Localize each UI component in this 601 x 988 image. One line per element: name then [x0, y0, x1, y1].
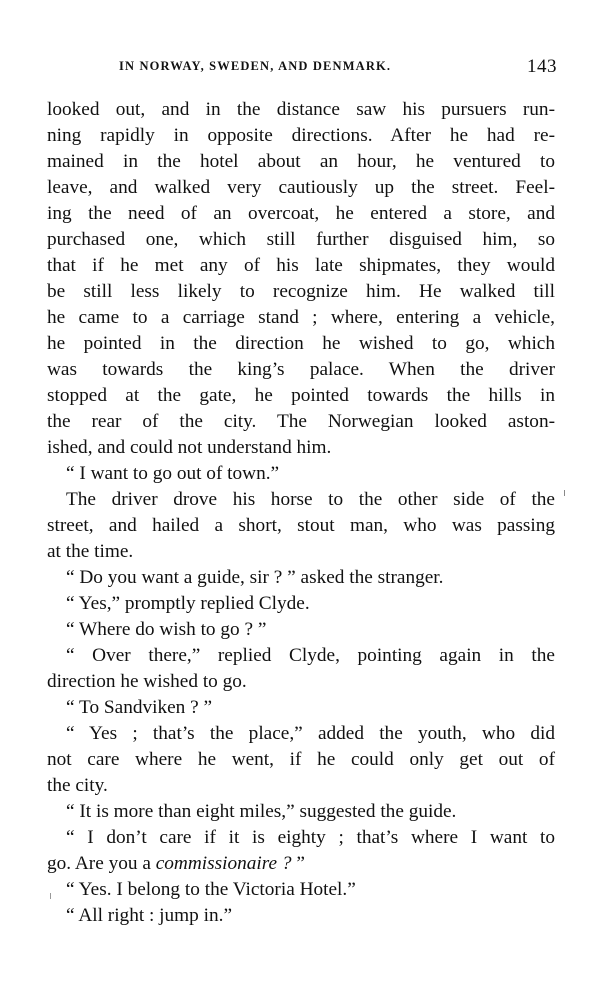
- paragraph: [47, 903, 555, 929]
- running-title: IN NORWAY, SWEDEN, AND DENMARK.: [119, 59, 392, 73]
- italic-word: commissionaire ?: [155, 853, 292, 874]
- text-line: stopped at the gate, he pointed towards the hills in: [47, 385, 555, 406]
- paragraph: [47, 461, 555, 487]
- scan-speck: [50, 893, 51, 899]
- text-segment: go. Are you a: [47, 853, 156, 874]
- text-line: ning rapidly in opposite directions. After he had re-: [47, 125, 555, 146]
- text-line: looked out, and in the distance saw his pursuers run-: [47, 99, 555, 120]
- text-line: purchased one, which still further disguised him, so: [47, 229, 555, 250]
- text-line: “ I want to go out of town.”: [66, 463, 280, 484]
- text-line: direction he wished to go.: [47, 671, 247, 692]
- text-line: mained in the hotel about an hour, he ventured to: [47, 151, 555, 172]
- text-line: The driver drove his horse to the other side of the: [66, 489, 555, 510]
- text-segment: ”: [291, 853, 305, 874]
- text-line: “ Over there,” replied Clyde, pointing again in the: [66, 645, 555, 666]
- paragraph: [47, 643, 555, 695]
- text-line: “ I don’t care if it is eighty ; that’s where I want to: [66, 827, 555, 848]
- text-line: not care where he went, if he could only get out of: [47, 749, 555, 770]
- paragraph: [47, 591, 555, 617]
- text-line: “ To Sandviken ? ”: [66, 697, 213, 718]
- text-line: that if he met any of his late shipmates, they would: [47, 255, 555, 276]
- text-line: “ Yes. I belong to the Victoria Hotel.”: [66, 879, 356, 900]
- text-line: ished, and could not understand him.: [47, 437, 332, 458]
- text-line: at the time.: [47, 541, 134, 562]
- text-line: the rear of the city. The Norwegian looked aston-: [47, 411, 555, 432]
- body-text: [47, 97, 555, 929]
- paragraph: [47, 617, 555, 643]
- text-line: street, and hailed a short, stout man, who was passing: [47, 515, 555, 536]
- text-line: “ All right : jump in.”: [66, 905, 233, 926]
- text-line: the city.: [47, 775, 108, 796]
- page-number: 143: [527, 56, 557, 77]
- paragraph: [47, 487, 555, 565]
- text-line: “ It is more than eight miles,” suggested the guide.: [66, 801, 457, 822]
- paragraph: [47, 877, 555, 903]
- paragraph: [47, 721, 555, 799]
- scan-speck: [564, 490, 565, 496]
- text-line: be still less likely to recognize him. He walked till: [47, 281, 555, 302]
- text-line: “ Do you want a guide, sir ? ” asked the stranger.: [66, 567, 444, 588]
- page-header: [47, 56, 555, 86]
- book-page: [47, 56, 555, 929]
- text-line: “ Yes,” promptly replied Clyde.: [66, 593, 310, 614]
- text-line: ing the need of an overcoat, he entered a store, and: [47, 203, 555, 224]
- paragraph: [47, 825, 555, 877]
- text-line: [47, 851, 555, 877]
- text-line: “ Yes ; that’s the place,” added the youth, who did: [66, 723, 555, 744]
- text-line: he pointed in the direction he wished to go, which: [47, 333, 555, 354]
- paragraph: [47, 565, 555, 591]
- text-line: was towards the king’s palace. When the driver: [47, 359, 555, 380]
- text-line: leave, and walked very cautiously up the street. Feel-: [47, 177, 555, 198]
- text-line: “ Where do wish to go ? ”: [66, 619, 267, 640]
- paragraph: [47, 97, 555, 461]
- text-line: he came to a carriage stand ; where, entering a vehicle,: [47, 307, 555, 328]
- paragraph: [47, 695, 555, 721]
- paragraph: [47, 799, 555, 825]
